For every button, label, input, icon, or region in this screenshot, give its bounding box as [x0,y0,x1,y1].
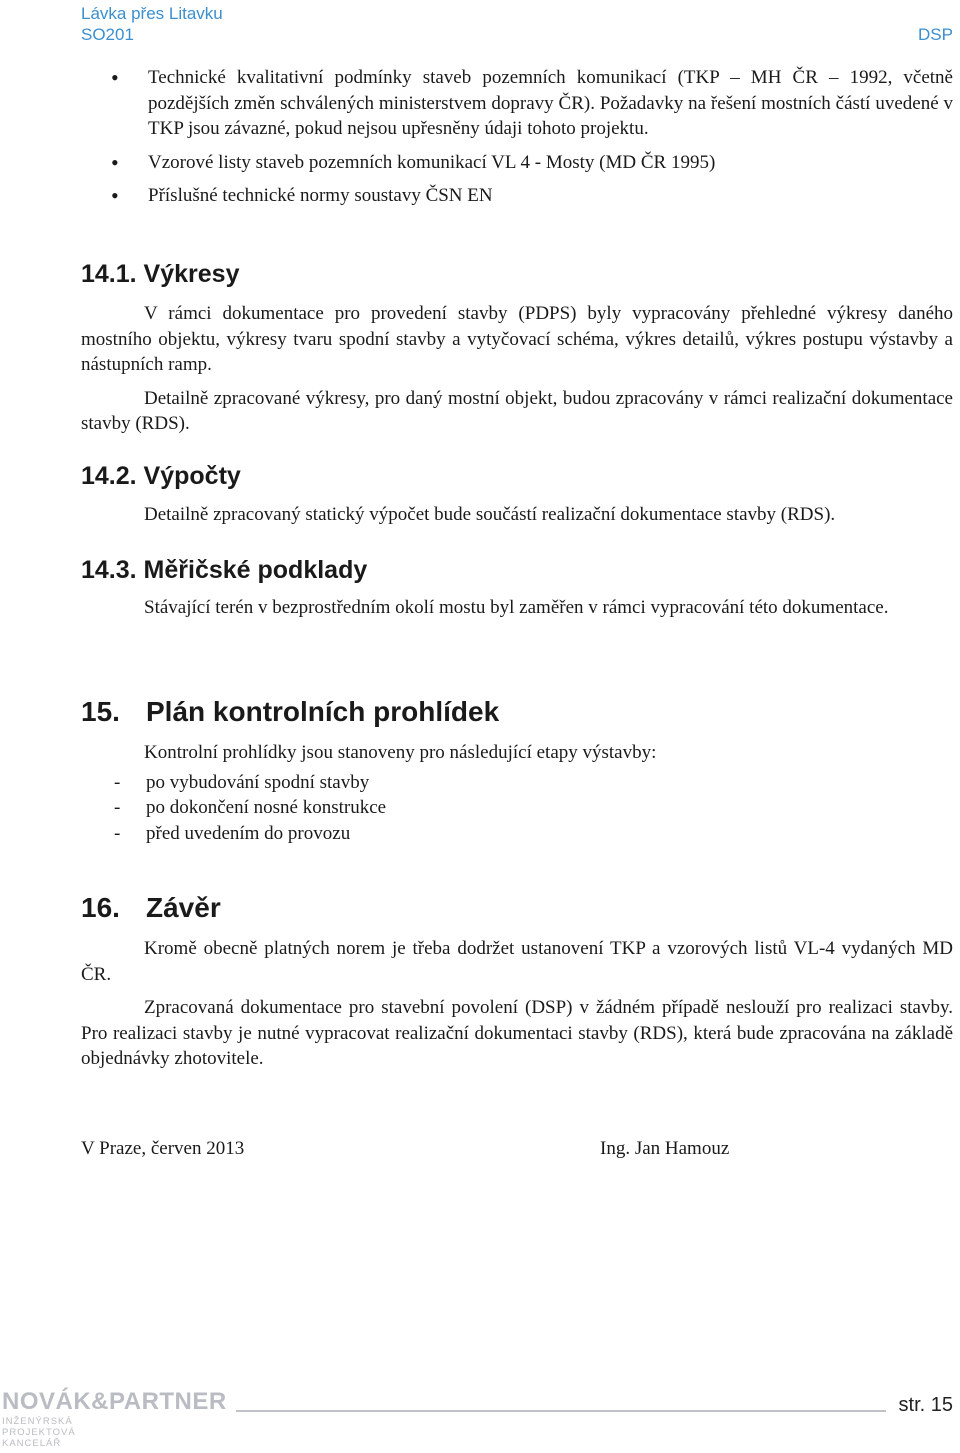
inspection-stages-list [81,770,953,847]
list-item: • Příslušné technické normy soustavy ČSN EN [81,183,953,209]
logo-tagline-line: INŽENÝRSKÁ [2,1416,73,1427]
chapter-heading-15 [81,695,499,729]
page-header-left [81,3,223,45]
section-heading-14-3: 14.3. Měřičské podklady [81,556,368,584]
paragraph: Kontrolní prohlídky jsou stanoveny pro následující etapy výstavby: [144,742,657,763]
header-stage: DSP [918,25,953,44]
company-logo [0,1389,240,1453]
logo-wordmark: NOVÁK&PARTNER [2,1388,227,1415]
section-14-1-body [81,301,953,445]
paragraph: Zpracovaná dokumentace pro stavební povolení (DSP) v žádném případě neslouží pro realizaci stavby. Pro realizaci stavby je nutné vypracovat realizační dokumentaci stavby (RDS), která bude zpracována na základě objednávky zhotovitele. [81,997,953,1069]
section-14-2-body [81,502,953,536]
chapter-number: 16. [81,892,120,923]
section-heading-14-1: 14.1. Výkresy [81,260,240,288]
list-item: • Technické kvalitativní podmínky staveb pozemních komunikací (TKP – MH ČR – 1992, včetně pozdějších změn schválených ministerstvem dopravy ČR). Požadavky na řešení mostních částí uvedené v TKP jsou závazné, pokud nejsou upřesněny údaji tohoto projektu. [81,65,953,142]
standards-list [81,65,953,217]
list-item: - po vybudování spodní stavby [81,770,953,796]
section-heading-14-2: 14.2. Výpočty [81,462,241,490]
paragraph: Detailně zpracovaný statický výpočet bude součástí realizační dokumentace stavby (RDS). [144,504,836,525]
header-project: Lávka přes Litavku [81,4,223,23]
chapter-number: 15. [81,696,120,727]
list-item: • Vzorové listy staveb pozemních komunikací VL 4 - Mosty (MD ČR 1995) [81,150,953,176]
logo-tagline-line: PROJEKTOVÁ [2,1427,76,1438]
logo-tagline-line: KANCELÁŘ [2,1438,62,1449]
logo-tagline [2,1416,76,1449]
chapter-16-body [81,936,953,1080]
chapter-heading-16 [81,891,221,925]
paragraph: Kromě obecně platných norem je třeba dodržet ustanovení TKP a vzorových listů VL-4 vydaných MD ČR. [81,938,953,985]
paragraph: Stávající terén v bezprostředním okolí mostu byl zaměřen v rámci vypracování této dokumentace. [144,597,889,618]
author-name: Ing. Jan Hamouz [600,1138,730,1159]
section-14-3-body [81,595,953,629]
page-number: str. 15 [898,1394,953,1416]
chapter-title: Závěr [146,892,221,923]
chapter-15-body [81,740,953,846]
header-object: SO201 [81,25,134,44]
list-item: - po dokončení nosné konstrukce [81,795,953,821]
list-item: - před uvedením do provozu [81,821,953,847]
paragraph: V rámci dokumentace pro provedení stavby (PDPS) byly vypracovány přehledné výkresy daného mostního objektu, výkresy tvaru spodní stavby a vytyčovací schéma, výkres detailů, výkres postupu výstavby a nástupních ramp. [81,303,953,375]
footer-divider [236,1410,886,1412]
paragraph: Detailně zpracované výkresy, pro daný mostní objekt, budou zpracovány v rámci realizační dokumentace stavby (RDS). [81,387,953,434]
place-date: V Praze, červen 2013 [81,1138,245,1159]
chapter-title: Plán kontrolních prohlídek [146,696,500,727]
